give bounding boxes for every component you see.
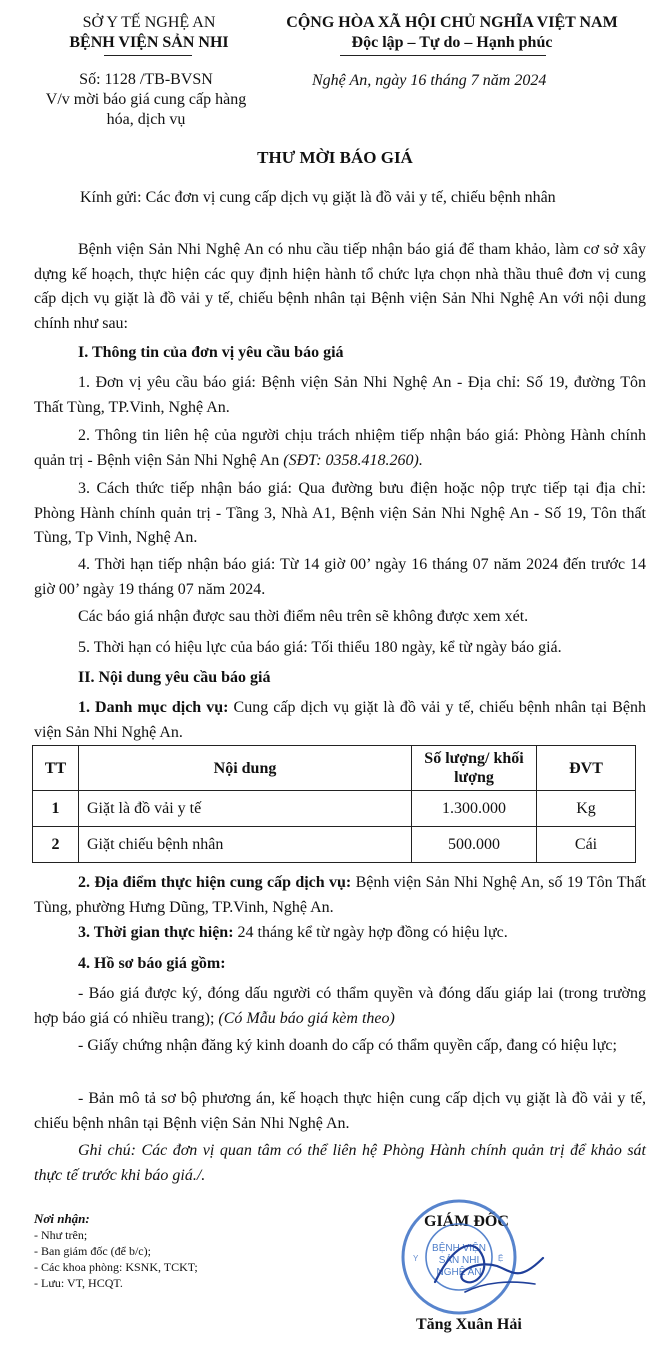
section1-item2-text: 2. Thông tin liên hệ của người chịu trách nhiệm tiếp nhận báo giá: Phòng Hành chính quản trị - Bệnh viện Sản Nhi Nghệ An <box>34 427 646 469</box>
intro-paragraph: Bệnh viện Sản Nhi Nghệ An có nhu cầu tiếp nhận báo giá để tham khảo, làm cơ sở xây dựng kế hoạch, thực hiện các quy định hiện hành tổ chức lựa chọn nhà thầu thuê đơn vị cung cấp dịch vụ giặt là đồ vải y tế, chiếu bệnh nhân tại Bệnh viện Sản Nhi Nghệ An với nội dung chính như sau: <box>34 241 646 332</box>
document-requirement-1-text: - Báo giá được ký, đóng dấu người có thẩm quyền và đóng dấu giáp lai (trong trường hợp báo giá có nhiều trang); <box>34 985 646 1027</box>
section2-item1-text: Cung cấp dịch vụ giặt là đồ vải y tế, chiếu bệnh nhân tại Bệnh viện Sản Nhi Nghệ An. <box>34 699 647 741</box>
svg-text:Ệ: Ệ <box>498 1254 504 1263</box>
section2-item3 <box>34 921 646 946</box>
recipient-item: - Ban giám đốc (để b/c); <box>34 1244 151 1258</box>
recipients-block <box>34 1211 198 1291</box>
table-cell-unit: Kg <box>537 791 636 827</box>
section2-item1 <box>34 696 646 745</box>
section2-item2-text: Bệnh viện Sản Nhi Nghệ An, số 19 Tôn Thất Tùng, phường Hưng Dũng, TP.Vinh, Nghệ An. <box>34 874 647 916</box>
document-requirement-2: - Giấy chứng nhận đăng ký kinh doanh do cấp có thẩm quyền cấp, đang có hiệu lực; <box>78 1037 617 1054</box>
svg-text:SẢN NHI: SẢN NHI <box>438 1255 480 1266</box>
section1-heading: I. Thông tin của đơn vị yêu cầu báo giá <box>78 344 344 361</box>
table-cell-content: Giặt chiếu bệnh nhân <box>79 827 412 863</box>
document-number-block <box>30 70 262 130</box>
section2-heading: II. Nội dung yêu cầu báo giá <box>78 669 271 686</box>
table-cell-qty: 1.300.000 <box>412 791 537 827</box>
svg-text:BỆNH VIỆN: BỆNH VIỆN <box>432 1243 486 1254</box>
signer-name: Tăng Xuân Hải <box>416 1316 522 1333</box>
section2-item2-label: 2. Địa điểm thực hiện cung cấp dịch vụ: <box>78 874 352 891</box>
recipients-title: Nơi nhận: <box>34 1211 90 1226</box>
table-header-row <box>33 746 636 791</box>
document-title: THƯ MỜI BÁO GIÁ <box>257 148 413 167</box>
recipient-item: - Lưu: VT, HCQT. <box>34 1276 123 1290</box>
hospital-name: BỆNH VIỆN SẢN NHI <box>69 34 229 51</box>
signer-position: GIÁM ĐỐC <box>424 1213 509 1230</box>
section2-item1-label: 1. Danh mục dịch vụ: <box>78 699 229 716</box>
document-subject-line1: V/v mời báo giá cung cấp hàng <box>45 91 247 108</box>
table-row <box>33 791 636 827</box>
document-date: Nghệ An, ngày 16 tháng 7 năm 2024 <box>312 72 547 89</box>
section1-note: Các báo giá nhận được sau thời điểm nêu trên sẽ không được xem xét. <box>78 608 529 625</box>
header-right-underline <box>340 55 546 56</box>
document-number: Số: 1128 /TB-BVSN <box>79 71 213 88</box>
section1-item1: 1. Đơn vị yêu cầu báo giá: Bệnh viện Sản Nhi Nghệ An - Địa chỉ: Số 19, đường Tôn Thất Tùng, TP.Vinh, Nghệ An. <box>34 374 646 416</box>
country-name: CỘNG HÒA XÃ HỘI CHỦ NGHĨA VIỆT NAM <box>286 14 618 31</box>
header-left <box>40 13 258 53</box>
section1-item3: 3. Cách thức tiếp nhận báo giá: Qua đường bưu điện hoặc nộp trực tiếp tại địa chỉ: Phòng Hành chính quản trị - Tầng 3, Nhà A1, Bệnh viện Sản Nhi Nghệ An - Số 19, Tôn thất Tùng, Tp Vinh, Nghệ An. <box>34 480 646 546</box>
recipient-item: - Như trên; <box>34 1228 88 1242</box>
national-motto: Độc lập – Tự do – Hạnh phúc <box>351 34 553 51</box>
section2-item4: 4. Hồ sơ báo giá gồm: <box>78 955 226 972</box>
table-row <box>33 827 636 863</box>
section1-item5: 5. Thời hạn có hiệu lực của báo giá: Tối thiểu 180 ngày, kể từ ngày báo giá. <box>78 639 562 656</box>
document-requirement-3: - Bản mô tả sơ bộ phương án, kế hoạch thực hiện cung cấp dịch vụ giặt là đồ vải y tế, chiếu bệnh nhân tại Bệnh viện Sản Nhi Nghệ An. <box>34 1090 646 1132</box>
svg-text:Y: Y <box>413 1254 419 1263</box>
document-requirement-1-note: (Có Mẫu báo giá kèm theo) <box>218 1009 395 1027</box>
table-cell-tt: 1 <box>33 791 79 827</box>
recipient-item: - Các khoa phòng: KSNK, TCKT; <box>34 1260 198 1274</box>
ministry-name: SỞ Y TẾ NGHỆ AN <box>82 14 216 31</box>
table-header-unit: ĐVT <box>537 746 636 791</box>
table-cell-qty: 500.000 <box>412 827 537 863</box>
svg-text:NGHỆ AN: NGHỆ AN <box>436 1267 482 1278</box>
footnote: Ghi chú: Các đơn vị quan tâm có thể liên hệ Phòng Hành chính quản trị để khảo sát thực tế trước khi báo giá./. <box>34 1142 646 1184</box>
table-header-tt: TT <box>33 746 79 791</box>
handwritten-signature <box>415 1222 555 1312</box>
addressee: Kính gửi: Các đơn vị cung cấp dịch vụ giặt là đồ vải y tế, chiếu bệnh nhân <box>80 189 556 206</box>
header-left-underline <box>104 55 192 56</box>
section1-item2 <box>34 424 646 473</box>
table-cell-content: Giặt là đồ vải y tế <box>79 791 412 827</box>
contact-phone: (SĐT: 0358.418.260). <box>283 451 423 469</box>
header-right <box>262 13 642 53</box>
document-requirement-1 <box>34 982 646 1031</box>
service-table <box>32 745 636 863</box>
table-cell-unit: Cái <box>537 827 636 863</box>
section2-item3-label: 3. Thời gian thực hiện: <box>78 924 234 941</box>
section1-item4: 4. Thời hạn tiếp nhận báo giá: Từ 14 giờ 00’ ngày 16 tháng 07 năm 2024 đến trước 14 giờ 00’ ngày 19 tháng 07 năm 2024. <box>34 556 646 598</box>
table-header-qty: Số lượng/ khối lượng <box>412 746 537 791</box>
document-subject-line2: hóa, dịch vụ <box>106 111 186 128</box>
section2-item2 <box>34 871 646 920</box>
section2-item3-text: 24 tháng kể từ ngày hợp đồng có hiệu lực. <box>233 924 508 941</box>
table-header-content: Nội dung <box>79 746 412 791</box>
table-cell-tt: 2 <box>33 827 79 863</box>
